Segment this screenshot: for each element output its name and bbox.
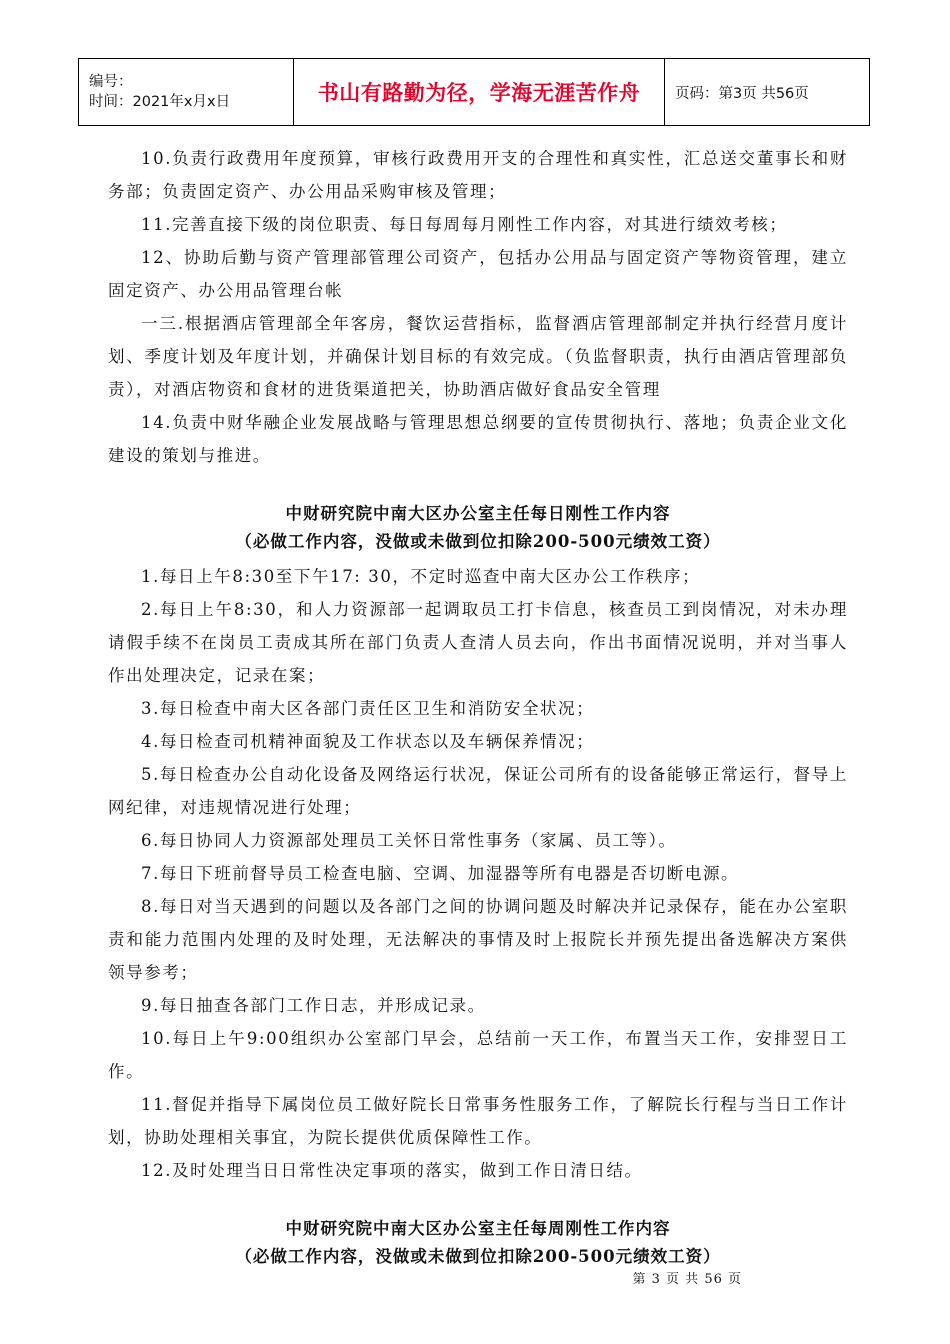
responsibility-item: 10.负责行政费用年度预算，审核行政费用开支的合理性和真实性，汇总送交董事长和财务部；负责固定资产、办公用品采购审核及管理； bbox=[108, 149, 848, 201]
daily-section-title: 中财研究院中南大区办公室主任每日刚性工作内容 bbox=[285, 504, 671, 523]
weekly-section-heading bbox=[108, 1215, 848, 1271]
daily-item: 1.每日上午8:30至下午17: 30，不定时巡查中南大区办公工作秩序； bbox=[141, 567, 701, 586]
daily-item: 4.每日检查司机精神面貌及工作状态以及车辆保养情况； bbox=[141, 732, 595, 751]
daily-item: 6.每日协同人力资源部处理员工关怀日常性事务（家属、员工等）。 bbox=[141, 831, 677, 850]
weekly-section-subtitle: （必做工作内容，没做或未做到位扣除200-500元绩效工资） bbox=[235, 1247, 721, 1266]
document-code-label: 编号： bbox=[89, 74, 133, 90]
responsibility-item: 14.负责中财华融企业发展战略与管理思想总纲要的宣传贯彻执行、落地；负责企业文化建设的策划与推进。 bbox=[108, 413, 848, 465]
daily-item: 9.每日抽查各部门工作日志，并形成记录。 bbox=[141, 996, 486, 1015]
document-time-label: 时间：2021年x月x日 bbox=[89, 94, 231, 110]
document-header bbox=[78, 58, 870, 126]
daily-item: 12.及时处理当日日常性决定事项的落实，做到工作日清日结。 bbox=[141, 1161, 643, 1180]
daily-item: 8.每日对当天遇到的问题以及各部门之间的协调问题及时解决并记录保存，能在办公室职责和能力范围内处理的及时处理，无法解决的事情及时上报院长并预先提出备选解决方案供领导参考； bbox=[108, 897, 848, 982]
daily-item: 10.每日上午9:00组织办公室部门早会，总结前一天工作，布置当天工作，安排翌日工作。 bbox=[108, 1029, 848, 1081]
daily-item: 7.每日下班前督导员工检查电脑、空调、加湿器等所有电器是否切断电源。 bbox=[141, 864, 740, 883]
header-motto: 书山有路勤为径，学海无涯苦作舟 bbox=[294, 59, 665, 126]
responsibility-item: 一三.根据酒店管理部全年客房，餐饮运营指标，监督酒店管理部制定并执行经营月度计划、季度计划及年度计划，并确保计划目标的有效完成。（负监督职责，执行由酒店管理部负责），对酒店物资和食材的进货渠道把关，协助酒店做好食品安全管理 bbox=[108, 314, 848, 399]
footer-page-number: 第 3 页 共 56 页 bbox=[632, 1272, 742, 1287]
responsibility-item: 12、协助后勤与资产管理部管理公司资产，包括办公用品与固定资产等物资管理，建立固定资产、办公用品管理台帐 bbox=[108, 248, 848, 300]
daily-item: 2.每日上午8:30，和人力资源部一起调取员工打卡信息，核查员工到岗情况，对未办理请假手续不在岗员工责成其所在部门负责人查清人员去向，作出书面情况说明，并对当事人作出处理决定，记录在案； bbox=[108, 600, 848, 685]
document-body bbox=[108, 142, 848, 1271]
weekly-section-title: 中财研究院中南大区办公室主任每周刚性工作内容 bbox=[285, 1219, 671, 1238]
daily-item: 3.每日检查中南大区各部门责任区卫生和消防安全状况； bbox=[141, 699, 595, 718]
header-meta bbox=[79, 59, 294, 126]
daily-item: 11.督促并指导下属岗位员工做好院长日常事务性服务工作，了解院长行程与当日工作计划，协助处理相关事宜，为院长提供优质保障性工作。 bbox=[108, 1095, 848, 1147]
daily-section-heading bbox=[108, 500, 848, 556]
header-page-label: 页码：第3页 共56页 bbox=[665, 59, 870, 126]
responsibility-item: 11.完善直接下级的岗位职责、每日每周每月刚性工作内容，对其进行绩效考核； bbox=[141, 215, 788, 234]
daily-item: 5.每日检查办公自动化设备及网络运行状况，保证公司所有的设备能够正常运行，督导上网纪律，对违规情况进行处理； bbox=[108, 765, 848, 817]
daily-section-subtitle: （必做工作内容，没做或未做到位扣除200-500元绩效工资） bbox=[235, 532, 721, 551]
